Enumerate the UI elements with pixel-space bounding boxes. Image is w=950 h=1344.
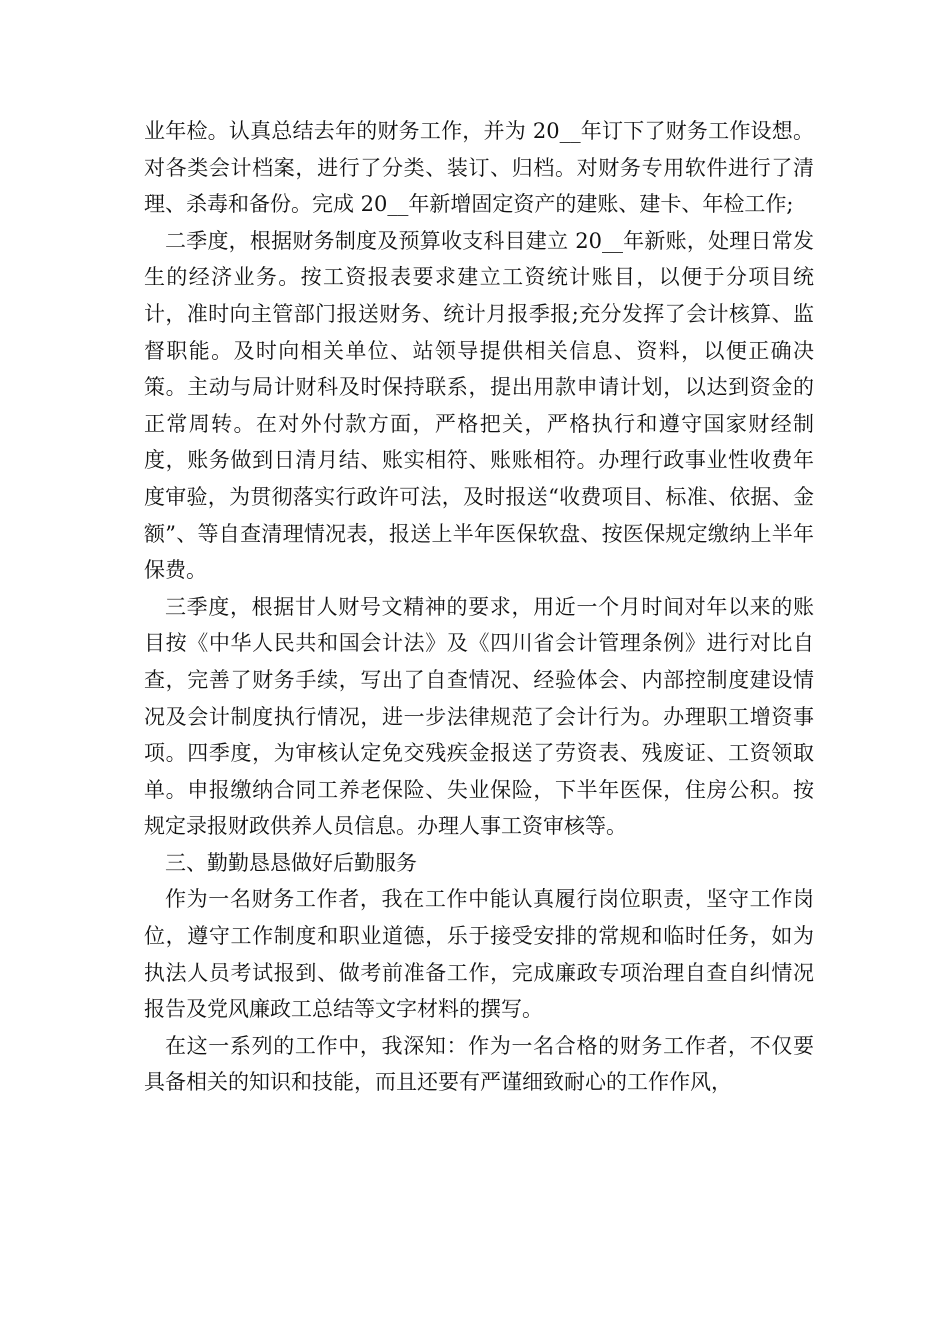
paragraph-reflection: 在这一系列的工作中，我深知：作为一名合格的财务工作者，不仅要具备相关的知识和技能，而且还要有严谨细致耐心的工作作风，	[144, 1033, 814, 1095]
paragraph-third-quarter: 三季度，根据甘人财号文精神的要求，用近一个月时间对年以来的账目按《中华人民共和国会计法》及《四川省会计管理条例》进行对比自查，完善了财务手续，写出了自查情况、经验体会、内部控制度建设情况及会计制度执行情况，进一步法律规范了会计行为。办理职工增资事项。四季度，为审核认定免交残疾金报送了劳资表、残废证、工资领取单。申报缴纳合同工养老保险、失业保险，下半年医保，住房公积。按规定录报财政供养人员信息。办理人事工资审核等。	[144, 594, 814, 839]
document-body	[144, 113, 814, 1101]
paragraph-continuation: 业年检。认真总结去年的财务工作，并为 20__年订下了财务工作设想。对各类会计档案，进行了分类、装订、归档。对财务专用软件进行了清理、杀毒和备份。完成 20__年新增固定资产的建账、建卡、年检工作;	[144, 119, 814, 217]
paragraph-second-quarter: 二季度，根据财务制度及预算收支科目建立 20__年新账，处理日常发生的经济业务。按工资报表要求建立工资统计账目，以便于分项目统计，准时向主管部门报送财务、统计月报季报;充分发挥了会计核算、监督职能。及时向相关单位、站领导提供相关信息、资料，以便正确决策。主动与局计财科及时保持联系，提出用款申请计划，以达到资金的正常周转。在对外付款方面，严格把关，严格执行和遵守国家财经制度，账务做到日清月结、账实相符、账账相符。办理行政事业性收费年度审验，为贯彻落实行政许可法，及时报送“收费项目、标准、依据、金额”、等自查清理情况表，报送上半年医保软盘、按医保规定缴纳上半年保费。	[144, 228, 814, 583]
section-heading-logistics: 三、勤勤恳恳做好后勤服务	[165, 850, 417, 875]
paragraph-duties: 作为一名财务工作者，我在工作中能认真履行岗位职责，坚守工作岗位，遵守工作制度和职业道德，乐于接受安排的常规和临时任务，如为执法人员考试报到、做考前准备工作，完成廉政专项治理自查自纠情况报告及党风廉政工总结等文字材料的撰写。	[144, 887, 814, 1022]
